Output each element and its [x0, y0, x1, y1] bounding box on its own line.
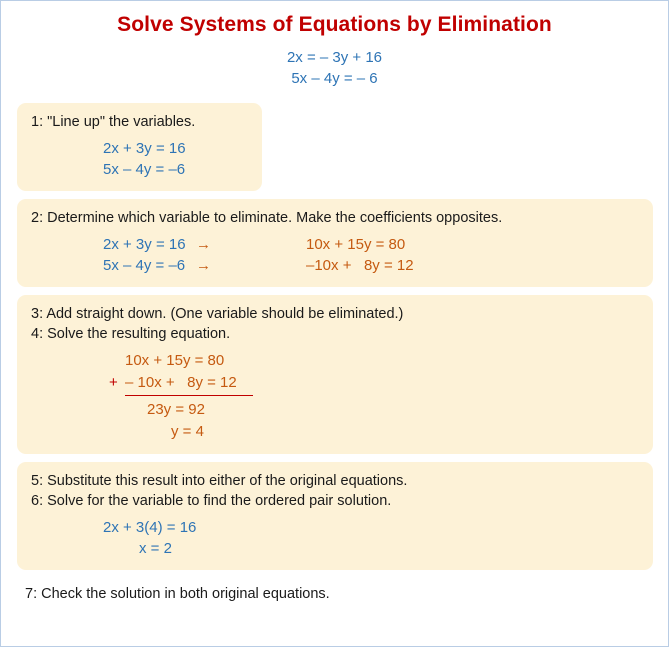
step-1-equation-1: 2x + 3y = 16 — [103, 140, 186, 157]
step-1-panel — [17, 103, 262, 191]
step-5-label: 5: Substitute this result into either of the original equations. — [31, 473, 408, 489]
step-2-panel — [17, 199, 653, 287]
addend-2: – 10x + 8y = 12 — [125, 372, 253, 396]
step-6-label: 6: Solve for the variable to find the ordered pair solution. — [31, 493, 392, 509]
step-3-label: 3: Add straight down. (One variable should be eliminated.) — [31, 306, 404, 322]
step-2-arrow-2: → — [196, 257, 211, 274]
addend-row-2 — [109, 372, 639, 396]
step-2-left-equation-1: 2x + 3y = 16 — [103, 236, 186, 253]
step-1-label: 1: "Line up" the variables. — [31, 114, 196, 130]
plus-operator: + — [109, 374, 118, 391]
given-equation-2: 5x – 4y = – 6 — [291, 70, 378, 87]
step-4-label: 4: Solve the resulting equation. — [31, 326, 231, 342]
step-2-label: 2: Determine which variable to eliminate. Make the coefficients opposites. — [31, 210, 503, 226]
step-2-arrow-1: → — [196, 236, 211, 253]
step-2-left-equation-2: 5x – 4y = –6 — [103, 257, 186, 274]
x-solution: x = 2 — [139, 540, 172, 557]
substituted-equation: 2x + 3(4) = 16 — [103, 519, 197, 536]
step-2-row-2 — [31, 255, 639, 276]
y-solution: y = 4 — [171, 423, 204, 440]
step-2-right-equation-2: –10x + 8y = 12 — [306, 257, 414, 274]
page-title: Solve Systems of Equations by Elimination — [117, 13, 552, 36]
addend-row-1 — [109, 350, 639, 372]
addend-1: 10x + 15y = 80 — [125, 352, 225, 369]
step-7-label: 7: Check the solution in both original equations. — [25, 586, 330, 602]
addition-block — [31, 350, 639, 443]
step-2-right-equation-1: 10x + 15y = 80 — [306, 236, 406, 253]
given-system — [1, 47, 668, 89]
given-equation-1: 2x = – 3y + 16 — [286, 49, 383, 66]
step-1-equation-2: 5x – 4y = –6 — [103, 161, 186, 178]
step-2-row-1 — [31, 234, 639, 255]
sum-result: 23y = 92 — [147, 401, 205, 418]
step-5-6-panel — [17, 462, 653, 570]
step-3-4-panel — [17, 295, 653, 454]
